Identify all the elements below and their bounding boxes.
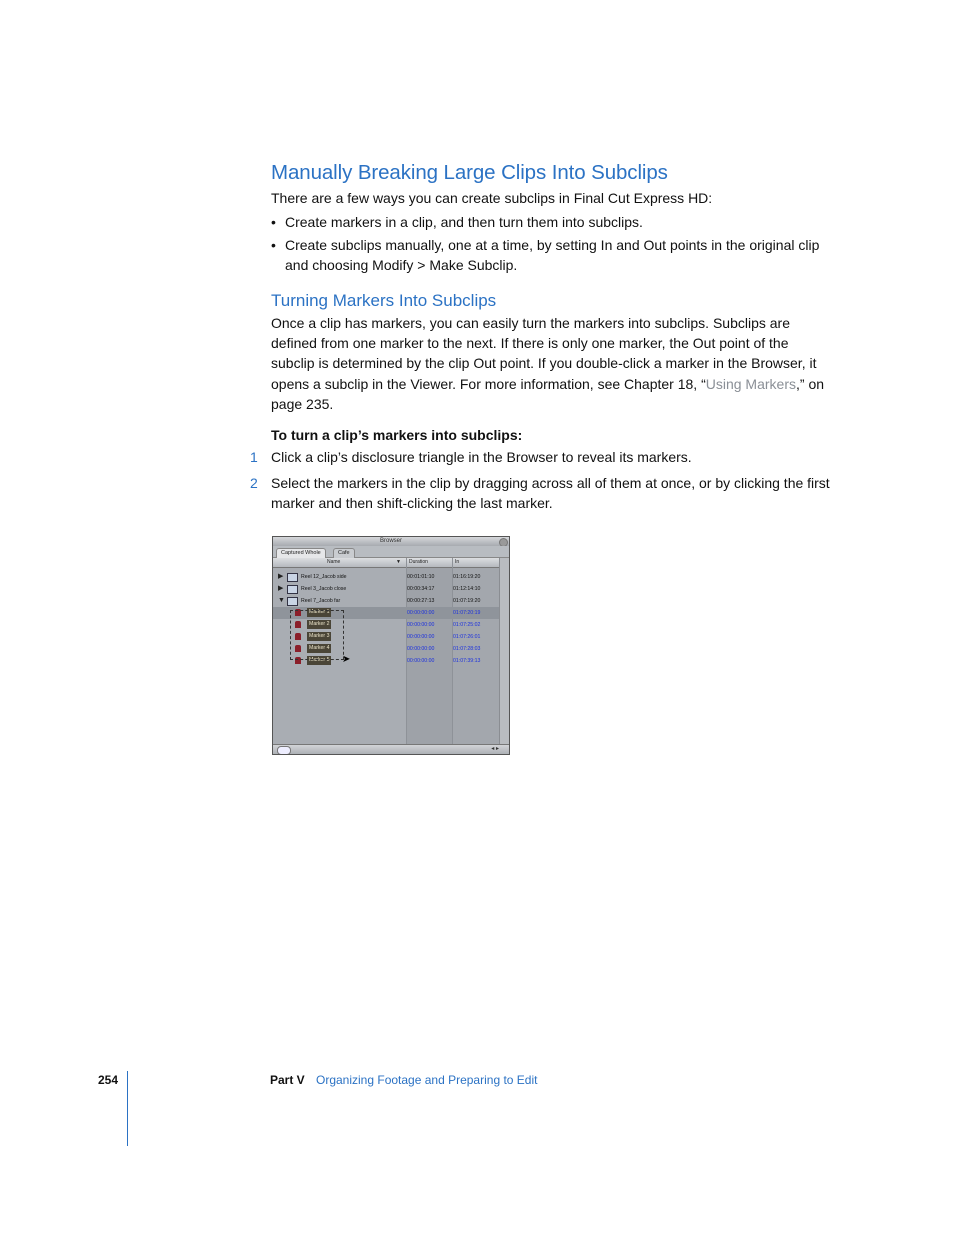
view-toggle-button[interactable] — [277, 746, 291, 755]
window-bottom-bar — [273, 744, 509, 755]
bullet-marker: • — [271, 214, 276, 230]
marker-name: Marker 2 — [309, 621, 330, 627]
column-header-duration[interactable]: Duration — [409, 559, 428, 565]
marker-in-point: 01:07:26:01 — [453, 634, 481, 640]
page-number: 254 — [98, 1073, 119, 1087]
window-title: Browser — [379, 538, 402, 544]
body-paragraph — [271, 313, 831, 414]
clip-name: Reel 12_Jacob side — [301, 574, 347, 580]
marker-in-point: 01:07:25:02 — [453, 622, 481, 628]
column-header-row — [273, 558, 499, 568]
marker-name: Marker 1 — [309, 609, 330, 615]
marker-name: Marker 3 — [309, 633, 330, 639]
tab-bar — [273, 546, 509, 558]
paragraph-text: Once a clip has markers, you can easily turn the markers into subclips. Subclips are defined from one marker to the next. If there is only one marker, the Out point of the subclip is determined by the clip Out point. If you double-click a marker in the Browser, it opens a subclip in the Viewer. For more information, see Chapter 18, “ — [271, 315, 817, 392]
clip-duration: 00:00:34:17 — [407, 586, 435, 592]
marker-duration: 00:00:00:00 — [407, 658, 435, 664]
marker-duration: 00:00:00:00 — [407, 622, 435, 628]
clip-row[interactable] — [273, 583, 499, 595]
section-heading: Manually Breaking Large Clips Into Subclips — [271, 161, 668, 184]
disclosure-triangle-icon[interactable]: ▶ — [278, 573, 284, 580]
marker-duration: 00:00:00:00 — [407, 610, 435, 616]
marker-in-point: 01:07:20:19 — [453, 610, 481, 616]
marker-name: Marker 4 — [309, 645, 330, 651]
clip-name: Reel 3_Jacob close — [301, 586, 347, 592]
step-text: Select the markers in the clip by dragging across all of them at once, or by clicking the first marker and then shift-clicking the last marker. — [271, 475, 830, 512]
disclosure-triangle-icon[interactable]: ▶ — [278, 585, 284, 592]
clip-in-point: 01:07:19:20 — [453, 598, 481, 604]
sort-indicator-icon[interactable]: ▼ — [396, 559, 401, 565]
selection-marquee — [290, 610, 344, 660]
vertical-scrollbar[interactable] — [499, 558, 510, 744]
clip-icon — [287, 585, 298, 594]
procedure-heading: To turn a clip’s markers into subclips: — [271, 427, 523, 443]
disclosure-triangle-open-icon[interactable]: ▼ — [278, 597, 285, 604]
cross-reference-link[interactable]: Using Markers — [705, 375, 796, 392]
bullet-text: Create markers in a clip, and then turn them into subclips. — [285, 214, 643, 230]
clip-in-point: 01:16:19:20 — [453, 574, 481, 580]
subsection-heading: Turning Markers Into Subclips — [271, 291, 497, 310]
tab-captured-whole[interactable]: Captured Whole — [276, 548, 326, 558]
marker-duration: 00:00:00:00 — [407, 646, 435, 652]
column-header-name[interactable]: Name — [327, 559, 341, 565]
clip-duration: 00:01:01:10 — [407, 574, 435, 580]
footer-part-title[interactable]: Organizing Footage and Preparing to Edit — [316, 1073, 538, 1087]
column-header-in[interactable]: In — [455, 559, 460, 565]
scroll-arrows-icon[interactable]: ◂ ▸ — [491, 746, 499, 752]
clip-in-point: 01:12:14:10 — [453, 586, 481, 592]
step-text: Click a clip’s disclosure triangle in the Browser to reveal its markers. — [271, 449, 692, 465]
marker-name: Marker 5 — [309, 657, 330, 663]
tab-cafe[interactable]: Cafe — [333, 548, 355, 558]
footer-divider — [127, 1071, 128, 1146]
clip-duration: 00:00:27:13 — [407, 598, 435, 604]
mouse-pointer-icon: ➤ — [342, 654, 351, 665]
marker-in-point: 01:07:39:13 — [453, 658, 481, 664]
clip-row[interactable] — [273, 571, 499, 583]
step-number: 1 — [250, 449, 258, 465]
marker-in-point: 01:07:28:03 — [453, 646, 481, 652]
bullet-text: Create subclips manually, one at a time, by setting In and Out points in the original clip and choosing Modify > Make Subclip. — [285, 237, 820, 274]
marker-duration: 00:00:00:00 — [407, 634, 435, 640]
step-number: 2 — [250, 475, 258, 491]
clip-name: Reel 7_Jacob far — [301, 598, 341, 604]
clip-icon — [287, 597, 298, 606]
paragraph-text-end: ,” on page 235. — [271, 375, 825, 412]
window-titlebar — [273, 537, 509, 546]
intro-paragraph: There are a few ways you can create subclips in Final Cut Express HD: — [271, 190, 713, 206]
footer-part: Part V — [270, 1073, 305, 1087]
browser-window-screenshot — [272, 536, 510, 755]
clip-row-expanded[interactable] — [273, 595, 499, 607]
bullet-marker: • — [271, 237, 276, 253]
clip-icon — [287, 573, 298, 582]
